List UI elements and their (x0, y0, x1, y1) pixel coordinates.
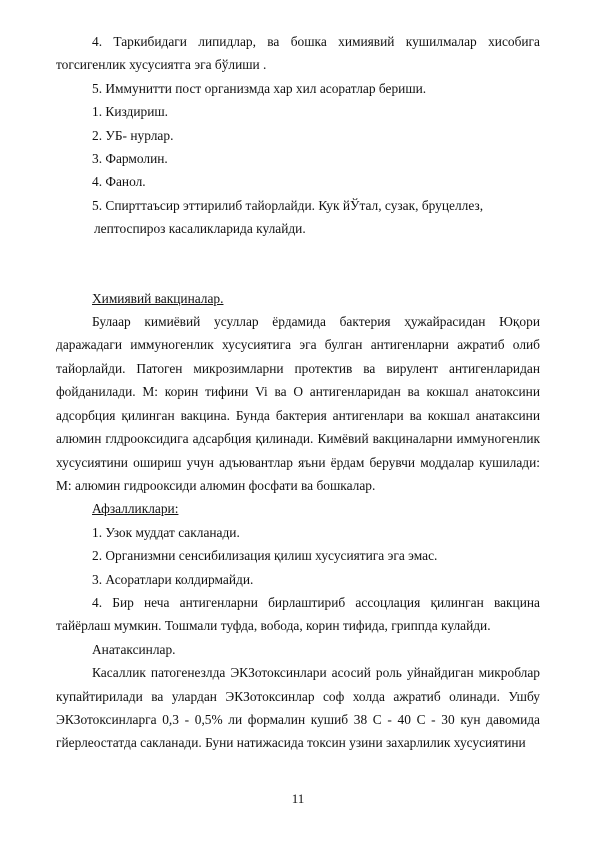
list-item-phenol: 4. Фанол. (92, 174, 146, 190)
heading-anatoxins: Анатаксинлар. (92, 641, 176, 657)
list-item-alcohol-continued: лептоспироз касаликларида кулайди. (94, 221, 306, 237)
list-item-uv-rays: 2. УБ- нурлар. (92, 127, 174, 143)
paragraph-anatoxins: Касаллик патогенезлда ЭКЗотоксинлари асосий роль уйнайдиган микроблар купайтирилади ва улардан ЭКЗотоксинлар соф холда ажратиб олинади. Ушбу ЭКЗотоксинларга 0,3 - 0,5% ли формалин кушиб 38 С - 40 С - 30 кун давомида гйерлеостатда сакланади. Буни натижасида токсин узини захарлилик хусусиятини (56, 665, 540, 751)
page-number: 11 (291, 791, 305, 806)
list-item-long-storage: 1. Узок муддат сакланади. (92, 524, 240, 540)
paragraph-associated-vaccine: 4. Бир неча антигенларни бирлаштириб ассоцлация қилинган вакцина тайёрлаш мумкин. Тошмали туфда, вобода, корин тифида, гриппда кулайди. (56, 594, 540, 634)
heading-advantages (56, 497, 540, 520)
heading-chemical-vaccines-text: Химиявий вакциналар. (92, 290, 224, 306)
heading-chemical-vaccines (56, 287, 540, 310)
list-item-no-sensitization: 2. Организмни сенсибилизация қилиш хусусиятига эга эмас. (92, 548, 438, 564)
heading-advantages-text: Афзалликлари: (92, 501, 179, 517)
list-item-alcohol: 5. Спирттаъсир эттирилиб тайорлайди. Кук йЎтал, сузак, бруцеллез, (92, 197, 484, 213)
page-content (56, 30, 540, 755)
section-spacer (56, 241, 540, 287)
list-item-no-complications: 3. Асоратлари колдирмайди. (92, 571, 254, 587)
list-item-formalin: 3. Фармолин. (92, 151, 168, 167)
list-item-immunity-complications: 5. Иммунитти пост организмда хар хил асоратлар бериши. (92, 80, 427, 96)
paragraph-toxicity: 4. Таркибидаги липидлар, ва бошка химиявий кушилмалар хисобига тогсигенлик хусусиятга эга бўлиши . (56, 34, 540, 73)
paragraph-chemical-vaccines: Булаар кимиёвий усуллар ёрдамида бактерия ҳужайрасидан Юқори даражадаги иммуногенлик хусусиятига эга булган антигенларни ажратиб олиб тайорлайди. Патоген микрозимларни протектив ва вирулент антигенларидан фойданилади. М: корин тифини Vi ва О антигенларидан ва кокшал анатоксини адсорбция қилинган вакцина. Бунда бактерия антигенлари ва кокшал анатаксини алюмин глдрооксидига адсарбция қилинади. Кимёвий вакциналарни иммуногенлик хусусиятини ошириш учун адъювантлар яъни ёрдам берувчи моддалар кушилади: М: алюмин гидрооксиди алюмин фосфати ва бошкалар. (56, 314, 540, 493)
list-item-heating: 1. Киздириш. (92, 104, 169, 120)
